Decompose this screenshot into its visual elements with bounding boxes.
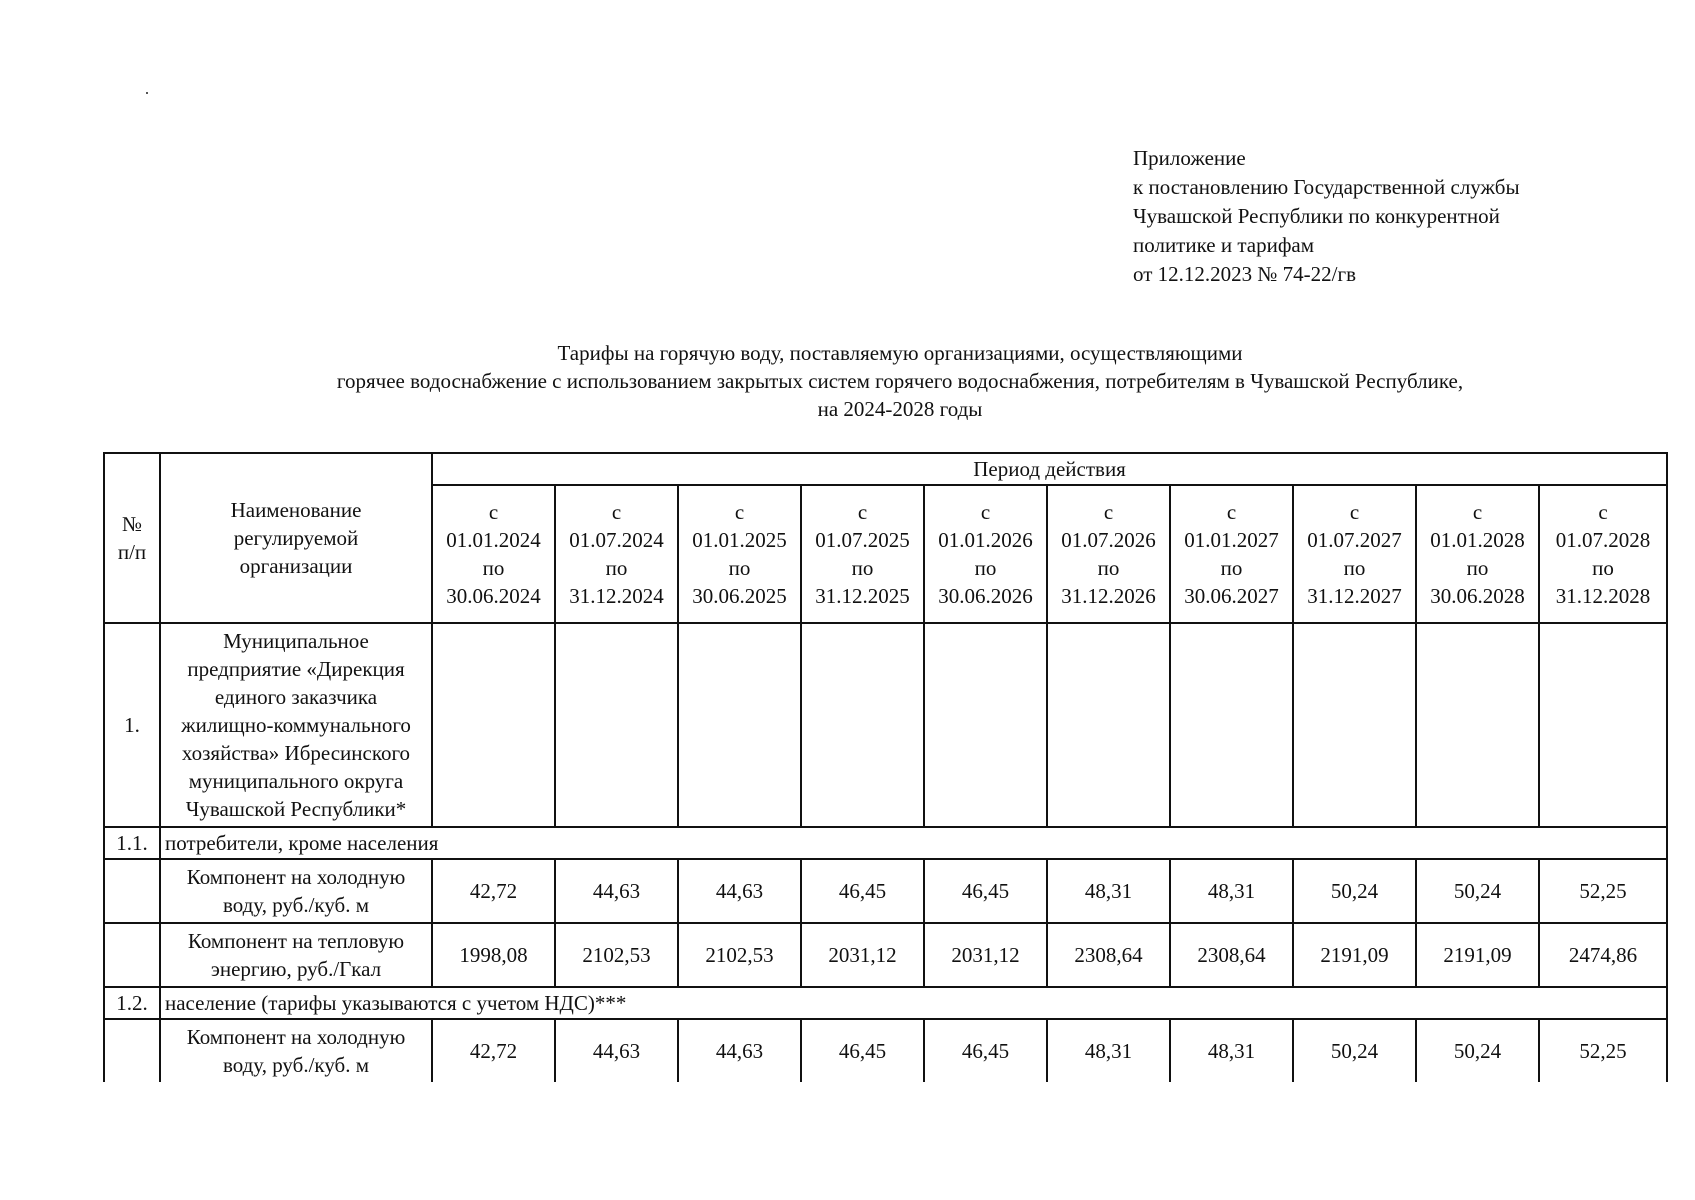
tariff-value-cell: 48,31 <box>1170 1019 1293 1082</box>
title-line: на 2024-2028 годы <box>817 397 983 421</box>
title-line: горячее водоснабжение с использованием закрытых систем горячего водоснабжения, потребителям в Чувашской Республике, <box>336 369 1464 393</box>
component-name-line: Компонент на тепловую <box>187 929 405 953</box>
component-name-cell <box>160 859 432 923</box>
period-to-word: по <box>728 556 751 580</box>
period-to-word: по <box>605 556 628 580</box>
period-to-word: по <box>482 556 505 580</box>
empty-cell <box>1170 623 1293 827</box>
tariff-value-cell: 2031,12 <box>924 923 1047 987</box>
tariff-value-cell: 44,63 <box>555 1019 678 1082</box>
empty-cell <box>1293 623 1416 827</box>
empty-number-cell <box>104 1019 160 1082</box>
tariff-value-cell: 48,31 <box>1047 1019 1170 1082</box>
header-number-abbr: п/п <box>117 540 147 564</box>
appendix-line: Приложение <box>1133 146 1246 170</box>
period-to: 31.12.2027 <box>1307 584 1402 608</box>
header-number-cell <box>104 453 160 623</box>
empty-number-cell <box>104 923 160 987</box>
component-name-line: Компонент на холодную <box>186 865 406 889</box>
period-to-word: по <box>974 556 997 580</box>
period-to: 30.06.2027 <box>1184 584 1279 608</box>
empty-cell <box>432 623 555 827</box>
period-to: 30.06.2025 <box>692 584 787 608</box>
tariff-table-container <box>103 452 1668 1087</box>
component-name-line: воду, руб./куб. м <box>222 893 370 917</box>
tariff-value-cell: 44,63 <box>555 859 678 923</box>
tariff-value-cell: 46,45 <box>801 859 924 923</box>
tariff-value-cell: 50,24 <box>1416 1019 1539 1082</box>
empty-cell <box>1539 623 1667 827</box>
org-name-line: единого заказчика <box>214 685 378 709</box>
header-period-cell <box>1293 485 1416 623</box>
tariff-value-cell: 48,31 <box>1047 859 1170 923</box>
empty-cell <box>1047 623 1170 827</box>
period-from: 01.01.2027 <box>1184 528 1279 552</box>
period-from: 01.01.2025 <box>692 528 787 552</box>
component-name-line: Компонент на холодную <box>186 1025 406 1049</box>
org-number-cell: 1. <box>104 623 160 827</box>
tariff-table <box>103 452 1668 1082</box>
empty-cell <box>678 623 801 827</box>
header-period-cell <box>1047 485 1170 623</box>
tariff-value-cell: 44,63 <box>678 859 801 923</box>
tariff-value-cell: 46,45 <box>924 1019 1047 1082</box>
scan-speck <box>146 92 148 94</box>
empty-cell <box>555 623 678 827</box>
header-period-cell <box>1539 485 1667 623</box>
tariff-value-cell: 46,45 <box>924 859 1047 923</box>
appendix-block <box>1133 144 1520 289</box>
empty-cell <box>801 623 924 827</box>
empty-cell <box>1416 623 1539 827</box>
tariff-value-cell: 50,24 <box>1293 1019 1416 1082</box>
period-from-word: с <box>1226 500 1237 524</box>
tariff-value-cell: 2102,53 <box>678 923 801 987</box>
header-period-cell <box>678 485 801 623</box>
tariff-value-cell: 52,25 <box>1539 859 1667 923</box>
period-to: 30.06.2026 <box>938 584 1033 608</box>
appendix-line: к постановлению Государственной службы <box>1133 175 1520 199</box>
tariff-value-cell: 2031,12 <box>801 923 924 987</box>
period-from: 01.07.2025 <box>815 528 910 552</box>
period-to-word: по <box>851 556 874 580</box>
header-name-line: Наименование <box>230 498 362 522</box>
tariff-value-cell: 50,24 <box>1293 859 1416 923</box>
header-period-title: Период действия <box>432 453 1667 485</box>
tariff-value-cell: 48,31 <box>1170 859 1293 923</box>
period-from-word: с <box>1103 500 1114 524</box>
header-name-line: регулируемой <box>233 526 359 550</box>
tariff-value-cell: 44,63 <box>678 1019 801 1082</box>
tariff-value-cell: 50,24 <box>1416 859 1539 923</box>
component-name-line: воду, руб./куб. м <box>222 1053 370 1077</box>
period-from-word: с <box>734 500 745 524</box>
tariff-value-cell: 46,45 <box>801 1019 924 1082</box>
document-title <box>180 339 1620 423</box>
tariff-value-cell: 42,72 <box>432 1019 555 1082</box>
org-name-line: предприятие «Дирекция <box>187 657 405 681</box>
period-from: 01.07.2024 <box>569 528 664 552</box>
period-to-word: по <box>1097 556 1120 580</box>
period-from: 01.07.2026 <box>1061 528 1156 552</box>
period-to-word: по <box>1220 556 1243 580</box>
section-label-cell: потребители, кроме населения <box>160 827 1667 859</box>
tariff-value-cell: 2308,64 <box>1047 923 1170 987</box>
period-from: 01.01.2028 <box>1430 528 1525 552</box>
org-name-line: Муниципальное <box>223 629 369 653</box>
period-from: 01.07.2027 <box>1307 528 1402 552</box>
component-name-line: энергию, руб./Гкал <box>210 957 382 981</box>
period-from-word: с <box>611 500 622 524</box>
period-from-word: с <box>1598 500 1608 524</box>
section-number-cell: 1.2. <box>104 987 160 1019</box>
period-from: 01.01.2026 <box>938 528 1033 552</box>
period-from-word: с <box>857 500 868 524</box>
period-from-word: с <box>488 500 499 524</box>
tariff-value-cell: 2474,86 <box>1539 923 1667 987</box>
org-name-line: хозяйства» Ибресинского <box>181 741 411 765</box>
empty-number-cell <box>104 859 160 923</box>
period-to-word: по <box>1592 556 1614 580</box>
org-name-cell <box>160 623 432 827</box>
period-from-word: с <box>1349 500 1360 524</box>
header-number-symbol: № <box>121 512 143 536</box>
period-to: 31.12.2026 <box>1061 584 1156 608</box>
period-to: 31.12.2025 <box>815 584 910 608</box>
period-to: 30.06.2024 <box>446 584 541 608</box>
org-name-line: муниципального округа <box>188 769 404 793</box>
header-period-cell <box>432 485 555 623</box>
header-period-cell <box>1170 485 1293 623</box>
period-to-word: по <box>1343 556 1366 580</box>
appendix-line: политике и тарифам <box>1133 233 1315 257</box>
header-period-cell <box>555 485 678 623</box>
tariff-value-cell: 52,25 <box>1539 1019 1667 1082</box>
tariff-value-cell: 2102,53 <box>555 923 678 987</box>
period-from: 01.01.2024 <box>446 528 541 552</box>
org-name-line: жилищно-коммунального <box>181 713 411 737</box>
tariff-value-cell: 1998,08 <box>432 923 555 987</box>
empty-cell <box>924 623 1047 827</box>
header-period-cell <box>924 485 1047 623</box>
tariff-value-cell: 42,72 <box>432 859 555 923</box>
header-period-cell <box>1416 485 1539 623</box>
appendix-line: от 12.12.2023 № 74-22/гв <box>1133 262 1357 286</box>
section-number-cell: 1.1. <box>104 827 160 859</box>
appendix-line: Чувашской Республики по конкурентной <box>1133 204 1500 228</box>
period-to-word: по <box>1466 556 1489 580</box>
period-from-word: с <box>980 500 991 524</box>
tariff-value-cell: 2191,09 <box>1293 923 1416 987</box>
period-from-word: с <box>1472 500 1483 524</box>
org-name-line: Чувашской Республики* <box>185 797 407 821</box>
period-to: 31.12.2024 <box>569 584 664 608</box>
component-name-cell <box>160 923 432 987</box>
period-to: 30.06.2028 <box>1430 584 1525 608</box>
section-label-cell: население (тарифы указываются с учетом НДС)*** <box>160 987 1667 1019</box>
period-to: 31.12.2028 <box>1555 584 1651 608</box>
header-name-cell <box>160 453 432 623</box>
header-name-line: организации <box>239 554 353 578</box>
title-line: Тарифы на горячую воду, поставляемую организациями, осуществляющими <box>557 341 1243 365</box>
component-name-cell <box>160 1019 432 1082</box>
tariff-value-cell: 2308,64 <box>1170 923 1293 987</box>
period-from: 01.07.2028 <box>1555 528 1651 552</box>
tariff-value-cell: 2191,09 <box>1416 923 1539 987</box>
header-period-cell <box>801 485 924 623</box>
